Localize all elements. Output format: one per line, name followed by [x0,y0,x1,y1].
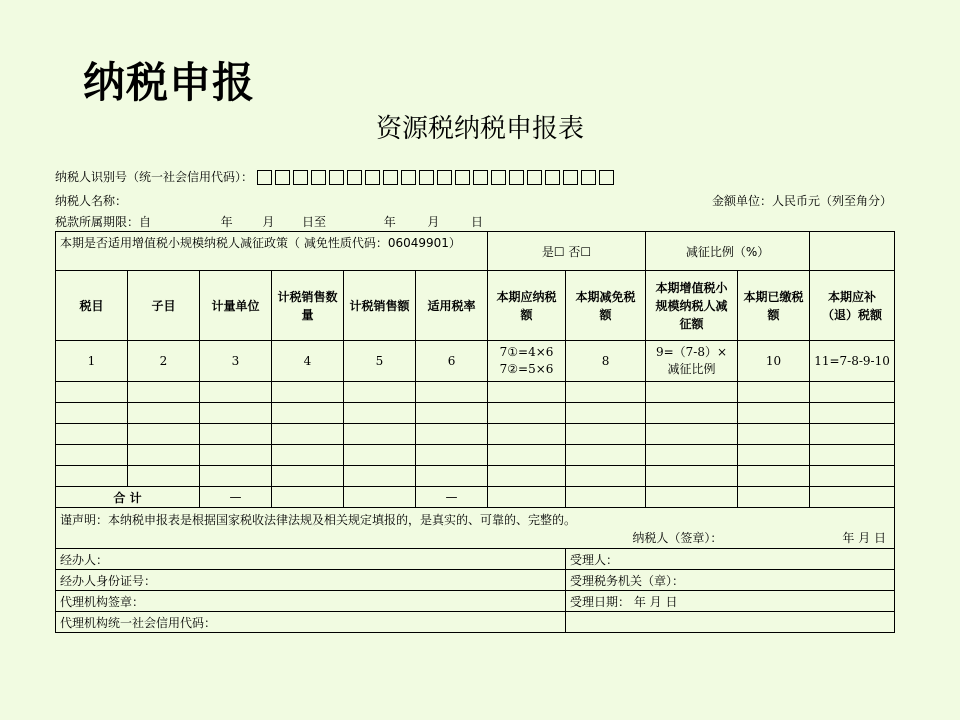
table-cell[interactable] [646,445,738,466]
taxpayer-id-box[interactable] [437,170,452,185]
column-number: 3 [200,341,272,382]
table-row [56,382,895,403]
column-header: 子目 [128,271,200,341]
column-number: 7①=4×6 7②=5×6 [488,341,566,382]
footer-row-2 [56,570,895,591]
table-cell[interactable] [56,403,128,424]
table-row [56,403,895,424]
table-row [56,466,895,487]
declaration-row [56,508,895,549]
table-cell[interactable] [738,466,810,487]
total-cell[interactable] [738,487,810,508]
table-cell[interactable] [810,424,895,445]
table-cell[interactable] [566,445,646,466]
declaration-text: 谨声明：本纳税申报表是根据国家税收法律法规及相关规定填报的，是真实的、可靠的、完整的。 [60,513,577,527]
table-cell[interactable] [488,424,566,445]
footer-row-1 [56,549,895,570]
column-header: 计税销售额 [344,271,416,341]
table-cell[interactable] [200,424,272,445]
taxpayer-id-box[interactable] [401,170,416,185]
table-cell[interactable] [128,403,200,424]
table-cell[interactable] [488,445,566,466]
table-cell[interactable] [344,466,416,487]
table-cell[interactable] [344,403,416,424]
table-cell[interactable] [488,403,566,424]
table-cell[interactable] [56,424,128,445]
column-header: 本期已缴税额 [738,271,810,341]
table-cell[interactable] [416,403,488,424]
table-cell[interactable] [646,466,738,487]
resource-tax-table [55,231,895,633]
period-label: 税款所属期限：自 [55,215,152,229]
table-cell[interactable] [344,424,416,445]
taxpayer-id-label: 纳税人识别号（统一社会信用代码）： [55,170,254,184]
table-cell[interactable] [810,445,895,466]
table-cell[interactable] [200,445,272,466]
agency-code-label: 代理机构统一社会信用代码： [56,612,566,633]
taxpayer-id-box[interactable] [383,170,398,185]
period-year-1: 年 [220,215,233,229]
policy-question: 本期是否适用增值税小规模纳税人减征政策（ 减免性质代码：06049901） [56,232,488,271]
column-number: 6 [416,341,488,382]
table-cell[interactable] [272,403,344,424]
table-cell[interactable] [56,382,128,403]
table-cell[interactable] [566,424,646,445]
table-cell[interactable] [272,382,344,403]
table-cell[interactable] [738,382,810,403]
total-rate-dash: — [416,487,488,508]
table-cell[interactable] [128,466,200,487]
footer-empty-cell[interactable] [566,612,895,633]
taxpayer-id-box[interactable] [473,170,488,185]
table-cell[interactable] [566,382,646,403]
taxpayer-id-box[interactable] [509,170,524,185]
column-number: 5 [344,341,416,382]
total-cell[interactable] [646,487,738,508]
taxpayer-id-box[interactable] [257,170,272,185]
receiver-label: 受理人： [566,549,895,570]
table-cell[interactable] [416,382,488,403]
taxpayer-id-box[interactable] [293,170,308,185]
table-cell[interactable] [272,424,344,445]
policy-row [56,232,895,271]
table-cell[interactable] [128,382,200,403]
taxpayer-id-box[interactable] [347,170,362,185]
form-title: 资源税纳税申报表 [375,114,584,144]
taxpayer-id-box[interactable] [599,170,614,185]
table-cell[interactable] [200,382,272,403]
declaration-cell [56,508,895,549]
table-cell[interactable] [200,466,272,487]
receiving-office-label: 受理税务机关（章）： [566,570,895,591]
column-header-row [56,271,895,341]
column-header: 本期应纳税额 [488,271,566,341]
handler-id-label: 经办人身份证号： [56,570,566,591]
total-unit-dash: — [200,487,272,508]
total-row [56,487,895,508]
table-cell[interactable] [272,445,344,466]
taxpayer-id-box[interactable] [419,170,434,185]
table-cell[interactable] [56,466,128,487]
table-cell[interactable] [810,403,895,424]
total-cell[interactable] [566,487,646,508]
period-month-2: 月 [427,215,440,229]
footer-row-4 [56,612,895,633]
column-header: 计量单位 [200,271,272,341]
table-row [56,445,895,466]
table-cell[interactable] [566,403,646,424]
column-number: 10 [738,341,810,382]
taxpayer-id-boxes[interactable] [257,170,617,188]
total-cell[interactable] [272,487,344,508]
taxpayer-id-box[interactable] [491,170,506,185]
column-number: 1 [56,341,128,382]
period-year-2: 年 [383,215,396,229]
total-cell[interactable] [344,487,416,508]
footer-row-3 [56,591,895,612]
taxpayer-id-box[interactable] [365,170,380,185]
table-cell[interactable] [810,382,895,403]
table-cell[interactable] [810,466,895,487]
taxpayer-id-box[interactable] [311,170,326,185]
reduction-ratio-label: 减征比例（%） [646,232,810,271]
reduction-ratio-input[interactable] [810,232,895,271]
table-cell[interactable] [738,445,810,466]
table-cell[interactable] [344,382,416,403]
column-number-row [56,341,895,382]
table-cell[interactable] [128,424,200,445]
column-number: 9=（7-8）× 减征比例 [646,341,738,382]
slide-title: 纳税申报 [83,58,256,107]
taxpayer-id-box[interactable] [455,170,470,185]
column-header: 税目 [56,271,128,341]
table-cell[interactable] [200,403,272,424]
column-number: 11=7-8-9-10 [810,341,895,382]
column-header: 本期应补（退）税额 [810,271,895,341]
declaration-date: 年 月 日 [842,531,887,545]
currency-unit: 金额单位：人民币元（列至角分） [711,194,892,208]
taxpayer-name-label: 纳税人名称： [55,194,128,208]
column-number: 4 [272,341,344,382]
table-cell[interactable] [646,424,738,445]
taxpayer-id-box[interactable] [581,170,596,185]
table-cell[interactable] [344,445,416,466]
total-label: 合 计 [56,487,200,508]
taxpayer-id-row [55,168,617,188]
table-cell[interactable] [566,466,646,487]
column-header: 适用税率 [416,271,488,341]
table-cell[interactable] [488,382,566,403]
table-cell[interactable] [128,445,200,466]
table-cell[interactable] [272,466,344,487]
receive-date-label: 受理日期： 年 月 日 [566,591,895,612]
policy-yes-no[interactable]: 是☐ 否☐ [488,232,646,271]
period-day-2: 日 [471,215,484,229]
column-number: 8 [566,341,646,382]
table-cell[interactable] [416,424,488,445]
taxpayer-id-box[interactable] [527,170,542,185]
column-header: 本期减免税额 [566,271,646,341]
table-cell[interactable] [646,382,738,403]
total-cell[interactable] [810,487,895,508]
period-day-to: 日至 [302,215,327,229]
taxpayer-id-box[interactable] [545,170,560,185]
table-cell[interactable] [416,445,488,466]
column-number: 2 [128,341,200,382]
taxpayer-id-box[interactable] [275,170,290,185]
taxpayer-id-box[interactable] [563,170,578,185]
table-cell[interactable] [738,424,810,445]
column-header: 本期增值税小规模纳税人减征额 [646,271,738,341]
tax-period-row [55,213,483,230]
signature-label: 纳税人（签章）： [632,531,723,545]
taxpayer-id-box[interactable] [329,170,344,185]
handler-label: 经办人： [56,549,566,570]
table-cell[interactable] [56,445,128,466]
table-cell[interactable] [738,403,810,424]
table-cell[interactable] [646,403,738,424]
table-cell[interactable] [488,466,566,487]
agency-seal-label: 代理机构签章： [56,591,566,612]
column-header: 计税销售数量 [272,271,344,341]
period-month-1: 月 [262,215,275,229]
table-row [56,424,895,445]
total-cell[interactable] [488,487,566,508]
table-cell[interactable] [416,466,488,487]
